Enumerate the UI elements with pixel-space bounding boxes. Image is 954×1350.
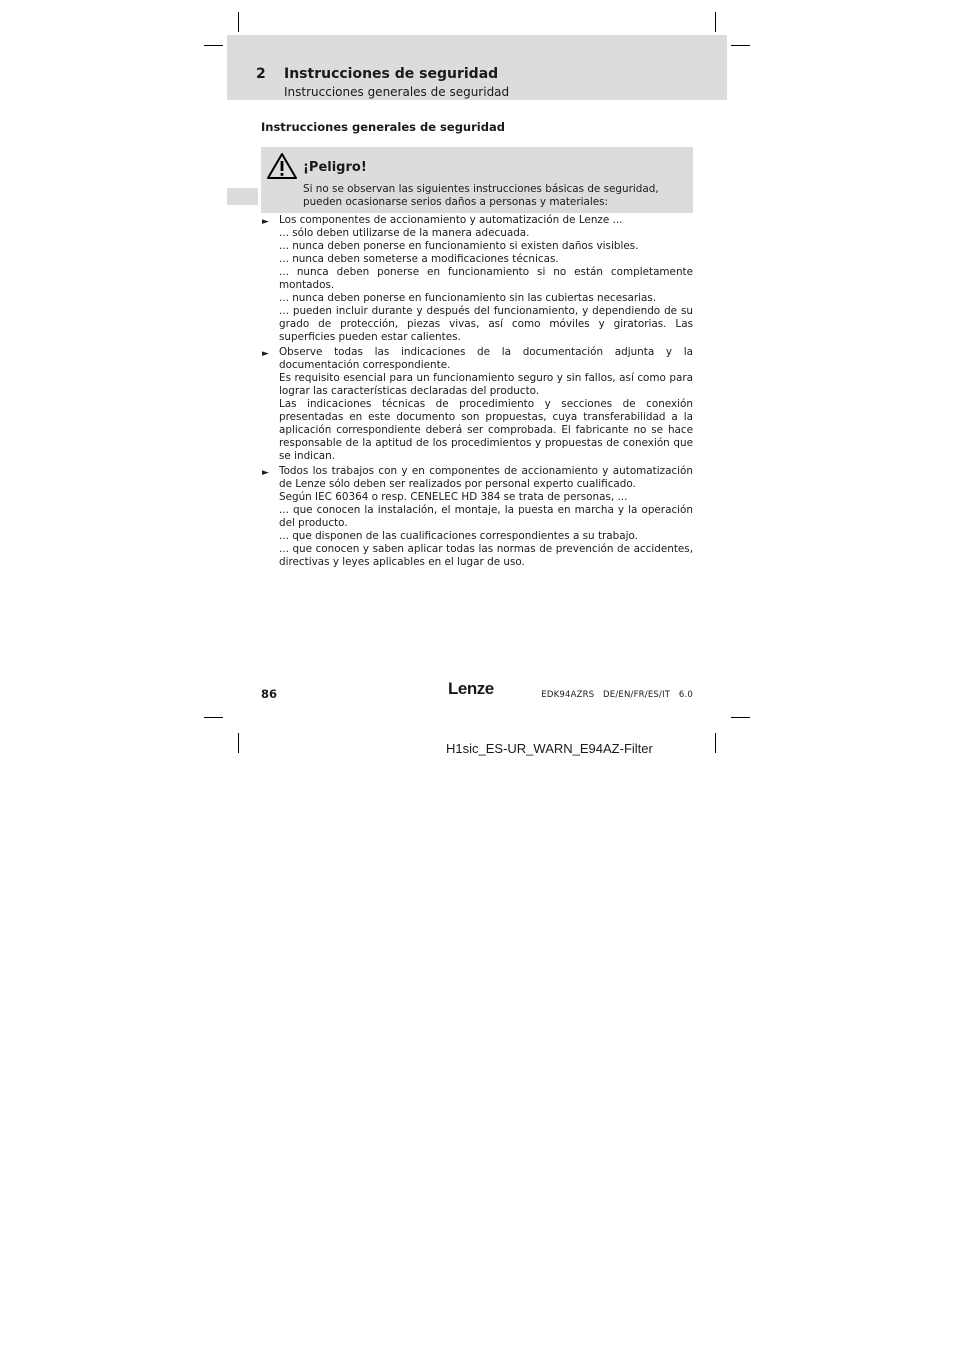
- chapter-subtitle: Instrucciones generales de seguridad: [284, 85, 510, 99]
- item-line: Según IEC 60364 o resp. CENELEC HD 384 se trata de personas, ...: [279, 491, 628, 503]
- warning-triangle-icon: [266, 152, 298, 184]
- item-line: Es requisito esencial para un funcionamiento seguro y sin fallos, así como para lograr las características declaradas del producto.: [279, 372, 693, 397]
- bullet-arrow-icon: ►: [262, 349, 269, 359]
- item-line: Observe todas las indicaciones de la documentación adjunta y la documentación correspondiente.: [279, 346, 693, 371]
- item-line: ... que conocen la instalación, el montaje, la puesta en marcha y la operación del producto.: [279, 504, 693, 529]
- list-item: [261, 465, 693, 569]
- list-item: [261, 346, 693, 463]
- crop-mark: [204, 45, 223, 46]
- lenze-logo: Lenze: [448, 679, 494, 698]
- section-title: Instrucciones generales de seguridad: [261, 120, 505, 134]
- bullet-arrow-icon: ►: [262, 468, 269, 478]
- item-line: ... que conocen y saben aplicar todas las normas de prevención de accidentes, directivas y leyes aplicables en el lugar de uso.: [279, 543, 693, 568]
- crop-mark: [731, 717, 750, 718]
- warning-text: Si no se observan las siguientes instrucciones básicas de seguridad, pueden ocasionarse serios daños a personas y materiales:: [303, 183, 659, 208]
- list-item: [261, 214, 693, 344]
- bullet-arrow-icon: ►: [262, 217, 269, 227]
- item-line: Los componentes de accionamiento y automatización de Lenze ...: [279, 214, 623, 226]
- instruction-list: [261, 213, 693, 569]
- item-line: ... que disponen de las cualificaciones correspondientes a su trabajo.: [279, 530, 638, 542]
- item-line: ... nunca deben ponerse en funcionamiento sin las cubiertas necesarias.: [279, 292, 657, 304]
- side-tab: [227, 188, 258, 205]
- warning-title: ¡Peligro!: [303, 160, 367, 175]
- item-line: ... nunca deben ponerse en funcionamiento si existen daños visibles.: [279, 240, 639, 252]
- crop-mark: [715, 12, 716, 32]
- chapter-title: Instrucciones de seguridad: [284, 66, 499, 82]
- crop-mark: [238, 12, 239, 32]
- item-line: ... sólo deben utilizarse de la manera adecuada.: [279, 227, 530, 239]
- crop-mark: [204, 717, 223, 718]
- crop-mark: [238, 733, 239, 753]
- item-line: Las indicaciones técnicas de procedimiento y secciones de conexión presentadas en este documento son propuestas, cuya transferabilidad a la aplicación correspondiente deberá ser comprobada. El fabricante no se hace responsable de la aptitud de los procedimientos y propuestas de conexión que se indican.: [279, 398, 693, 462]
- item-line: ... nunca deben ponerse en funcionamiento si no están completamente montados.: [279, 266, 693, 291]
- crop-mark: [715, 733, 716, 753]
- item-line: ... pueden incluir durante y después del funcionamiento, y dependiendo de su grado de protección, piezas vivas, así como móviles y giratorias. Las superficies pueden estar calientes.: [279, 305, 693, 343]
- page-number: 86: [261, 687, 278, 701]
- item-line: Todos los trabajos con y en componentes de accionamiento y automatización de Lenze sólo deben ser realizados por personal experto cualificado.: [279, 465, 693, 490]
- document-code: EDK94AZRS DE/EN/FR/ES/IT 6.0: [541, 690, 693, 700]
- footer-note: H1sic_ES-UR_WARN_E94AZ-Filter: [446, 741, 653, 756]
- crop-mark: [731, 45, 750, 46]
- item-line: ... nunca deben someterse a modificaciones técnicas.: [279, 253, 559, 265]
- warning-box: [261, 147, 693, 213]
- chapter-number: 2: [256, 66, 266, 82]
